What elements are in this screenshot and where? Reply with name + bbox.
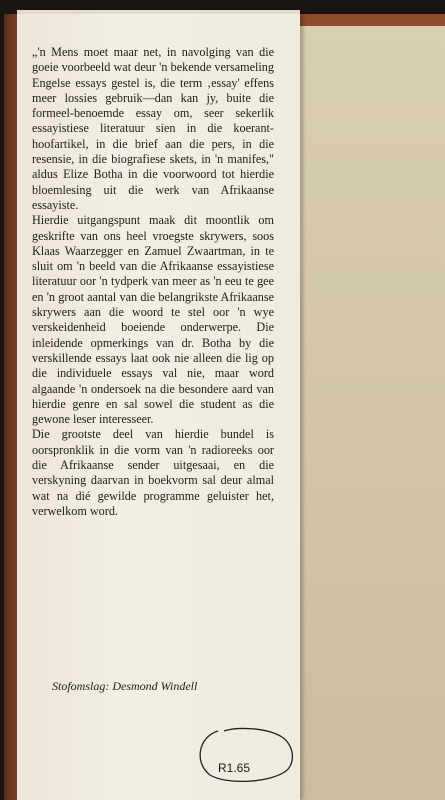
blurb-paragraph-2: Hierdie uitgangspunt maak dit moontlik om geskrifte van ons heel vroegste skrywers, soos Klaas Waarzegger en Zamuel Zwaartman, in te sluit om 'n beeld van die Afrikaanse essayistiese literatuur oor 'n tydperk van meer as 'n eeu te gee en 'n groot aantal van die belangrikste Afrikaanse skrywers aan die woord te stel oor 'n wye verskeidenheid boeiende onderwerpe. Die inleidende opmerkings van dr. Botha by die verskillende essays laat ook nie alleen die lig op die individuele essays val nie, maar word algaande 'n ondersoek na die besondere aard van hierdie genre en sal sowel die student as die gewone leser interesseer. — [32, 213, 274, 427]
price-circle-mark — [190, 723, 300, 785]
blurb-paragraph-3: Die grootste deel van hierdie bundel is oorspronklik in die vorm van 'n radioreeks oor die Afrikaanse sender uitgesaai, en die verskyning daarvan in boekvorm sal deur almal wat na dié gewilde programme geluister het, verwelkom word. — [32, 427, 274, 518]
jacket-design-credit: Stofomslag: Desmond Windell — [52, 679, 198, 693]
jacket-blurb — [32, 45, 274, 519]
price-label: R1.65 — [218, 761, 251, 775]
cover-edge-strip — [292, 14, 445, 26]
endpaper — [296, 26, 445, 800]
blurb-paragraph-1: „'n Mens moet maar net, in navolging van die goeie voorbeeld wat deur 'n bekende versameling Engelse essays gestel is, die term ‚essay' effens meer lossies gebruik—dan kan jy, buite die formeel-benoemde essay om, seer sekerlik essayistiese literatuur sien in die koerant-hoofartikel, in die brief aan die pers, in die resensie, in die biografiese skets, in 'n manifes," aldus Elize Botha in die voorwoord tot hierdie bloemlesing uit die werk van Afrikaanse essayiste. — [32, 45, 274, 212]
